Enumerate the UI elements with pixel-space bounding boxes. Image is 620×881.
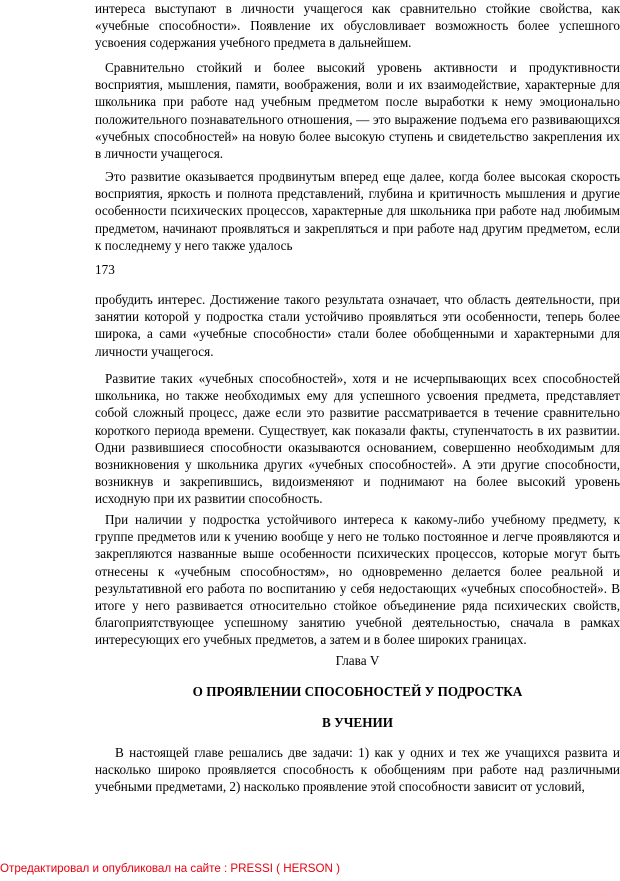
- paragraph-5: Развитие таких «учебных способностей», хотя и не исчерпывающих всех способностей школьника, но также необходимых ему для успешного усвоения предмета, представляет собой сложный процесс, даже если это развитие рассматривается в течение сравнительно короткого периода времени. Существует, как показали факты, ступенчатость в их развитии. Одни развившиеся способности оказываются основанием, совершенно необходимым для возникновения у школьника других «учебных способностей». А эти другие способности, возникнув и закрепившись, видоизменяют и поднимают на более высокий уровень исходную при их развитии способность.: [95, 371, 620, 507]
- chapter-label: Глава V: [335, 653, 380, 668]
- page-number: 173: [95, 262, 115, 277]
- paragraph-7: В настоящей главе решались две задачи: 1) как у одних и тех же учащихся развита и насколько широко проявляется способность к обобщениям при работе над различными учебными предметами, 2) насколько проявление этой способности зависит от условий,: [95, 745, 620, 795]
- footer-credit: Отредактировал и опубликовал на сайте : PRESSI ( HERSON ): [0, 862, 340, 875]
- paragraph-4: пробудить интерес. Достижение такого результата означает, что область деятельности, при занятии которой у подростка стали устойчиво проявляться эти особенности, теперь более широка, а сами «учебные способности» стали более обобщенными и характерными для личности учащегося.: [95, 292, 620, 359]
- chapter-title-line-1: О ПРОЯВЛЕНИИ СПОСОБНОСТЕЙ У ПОДРОСТКА: [192, 684, 523, 699]
- paragraph-1: интереса выступают в личности учащегося как сравнительно стойкие свойства, как «учебные способности». Появление их обусловливает возможность более успешного усвоения содержания учебного предмета в дальнейшем.: [95, 1, 620, 51]
- paragraph-3: Это развитие оказывается продвинутым вперед еще далее, когда более высокая скорость восприятия, яркость и полнота представлений, глубина и критичность мышления и другие особенности психических процессов, характерные для школьника при работе над любимым предметом, начинают проявляться и закрепляться и при работе над другим предметом, если к последнему у него также удалось: [95, 169, 620, 253]
- paragraph-6: При наличии у подростка устойчивого интереса к какому-либо учебному предмету, к группе предметов или к учению вообще у него не только постоянное и легче проявляются и закрепляются названные выше особенности психических процессов, которые могут быть отнесены к «учебным способностям», но одновременно делается более реальной и результативной его работа по воспитанию у себя недостающих «учебных способностей». В итоге у него развивается относительно стойкое объединение ряда психических свойств, благоприятствующее успешному занятию учебной деятельностью, сначала в рамках интересующих его учебных предметов, а затем и в более широких границах.: [95, 512, 620, 648]
- paragraph-2: Сравнительно стойкий и более высокий уровень активности и продуктивности восприятия, мышления, памяти, воображения, воли и их взаимодействие, характерные для школьника при работе над учебным предметом после выработки к нему эмоционально положительного познавательного отношения, — это выражение подъема его развивающихся «учебных способностей» на новую более высокую ступень и свидетельство закрепления их в личности учащегося.: [95, 60, 620, 162]
- chapter-title-line-2: В УЧЕНИИ: [321, 715, 394, 730]
